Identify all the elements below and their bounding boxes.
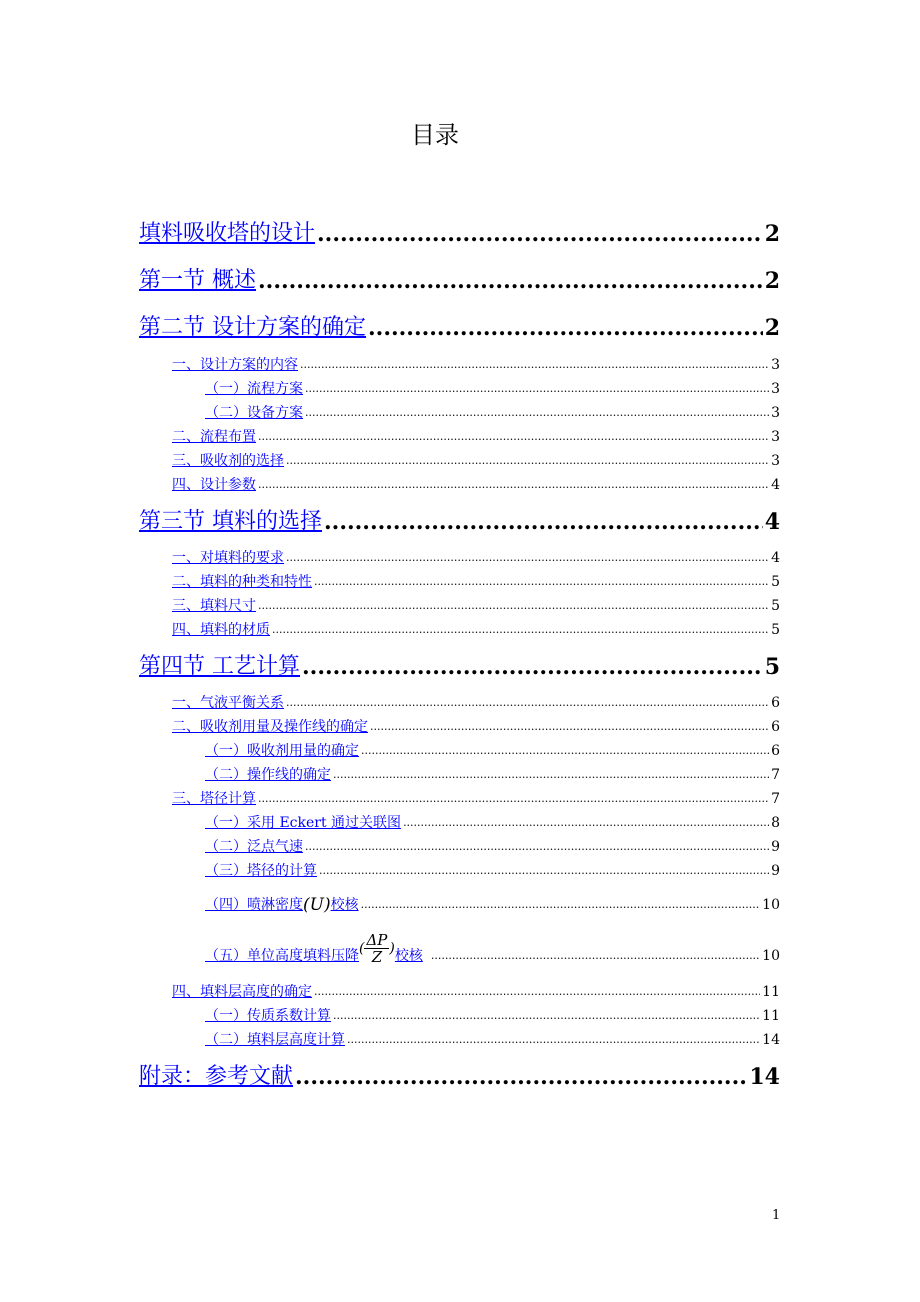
toc-link[interactable] — [205, 896, 303, 914]
toc-entry[interactable] — [172, 356, 780, 374]
toc-link[interactable]: 三、吸收剂的选择 — [172, 453, 284, 469]
toc-leader — [286, 694, 769, 712]
toc-page: 3 — [771, 453, 780, 469]
toc-entry[interactable] — [172, 597, 780, 615]
toc-page: 7 — [771, 767, 780, 783]
toc-entry[interactable] — [172, 476, 780, 494]
toc-leader — [333, 1007, 760, 1025]
toc-leader — [258, 476, 769, 494]
toc-entry[interactable] — [172, 694, 780, 712]
toc-entry[interactable] — [172, 428, 780, 446]
toc-leader — [317, 220, 763, 248]
toc-entry[interactable] — [172, 452, 780, 470]
toc-link[interactable]: 第三节 填料的选择 — [139, 509, 322, 534]
toc-entry-appendix[interactable] — [139, 1063, 780, 1091]
toc-entry[interactable] — [172, 790, 780, 808]
toc-leader — [361, 742, 769, 760]
toc-page: 7 — [771, 791, 780, 807]
toc-link[interactable]: 二、吸收剂用量及操作线的确定 — [172, 719, 368, 735]
toc-entry-section-2[interactable] — [139, 314, 780, 342]
toc-leader — [431, 947, 760, 965]
math-formula: (U) — [303, 895, 331, 915]
toc-page: 14 — [749, 1064, 780, 1090]
math-paren-close: ) — [389, 940, 395, 957]
toc-entry-section-1[interactable] — [139, 267, 780, 295]
toc-page: 8 — [771, 815, 780, 831]
toc-page: 9 — [771, 839, 780, 855]
toc-leader — [258, 267, 763, 295]
toc-link[interactable]: 四、填料层高度的确定 — [172, 984, 312, 1000]
toc-page: 2 — [764, 268, 780, 294]
toc-link[interactable]: 一、设计方案的内容 — [172, 357, 298, 373]
toc-link[interactable]: （一）吸收剂用量的确定 — [205, 743, 359, 759]
toc-link[interactable]: 二、填料的种类和特性 — [172, 574, 312, 590]
toc-link[interactable]: 一、气液平衡关系 — [172, 695, 284, 711]
toc-link[interactable]: 第二节 设计方案的确定 — [139, 315, 366, 340]
toc-page: 10 — [762, 897, 780, 913]
toc-link[interactable]: （一）采用 Eckert 通过关联图 — [205, 815, 402, 831]
toc-entry-section-4[interactable] — [139, 653, 780, 681]
toc-entry[interactable] — [172, 549, 780, 567]
toc-entry[interactable] — [205, 862, 780, 880]
toc-entry[interactable] — [205, 766, 780, 784]
toc-leader — [314, 983, 760, 1001]
toc-link[interactable]: 三、塔径计算 — [172, 791, 256, 807]
toc-page: 3 — [771, 405, 780, 421]
toc-link[interactable]: （二）操作线的确定 — [205, 767, 331, 783]
toc-page: 4 — [771, 477, 780, 493]
toc-link-text: （五）单位高度填料压降 — [205, 948, 359, 964]
toc-link-suffix[interactable]: 校核 — [394, 948, 423, 964]
toc-leader — [295, 1063, 747, 1091]
toc-entry[interactable] — [172, 573, 780, 591]
toc-leader — [302, 653, 763, 681]
toc-page: 4 — [771, 550, 780, 566]
toc-link[interactable]: （一）流程方案 — [205, 381, 303, 397]
math-numerator: ΔP — [366, 931, 388, 949]
toc-link[interactable]: （二）泛点气速 — [205, 839, 303, 855]
toc-entry[interactable] — [205, 896, 780, 914]
math-fraction — [364, 932, 389, 965]
toc-leader — [319, 862, 769, 880]
math-denominator: Z — [371, 948, 383, 966]
toc-page: 6 — [771, 719, 780, 735]
toc-page: 3 — [771, 429, 780, 445]
toc-page: 6 — [771, 695, 780, 711]
toc-page: 2 — [764, 221, 780, 247]
toc-leader — [368, 314, 763, 342]
math-formula — [359, 932, 395, 965]
toc-page: 11 — [762, 984, 780, 1000]
toc-leader — [347, 1031, 760, 1049]
toc-leader — [305, 380, 769, 398]
toc-link[interactable]: 四、填料的材质 — [172, 622, 270, 638]
toc-page: 5 — [771, 574, 780, 590]
toc-leader — [258, 428, 769, 446]
toc-entry[interactable] — [205, 404, 780, 422]
toc-link[interactable]: 四、设计参数 — [172, 477, 256, 493]
toc-link[interactable]: （二）设备方案 — [205, 405, 303, 421]
toc-page: 5 — [764, 654, 780, 680]
toc-leader — [370, 718, 769, 736]
toc-link[interactable] — [205, 947, 359, 965]
toc-leader — [324, 508, 763, 536]
toc-entry[interactable] — [172, 621, 780, 639]
toc-page: 2 — [764, 315, 780, 341]
toc-link[interactable]: 附录：参考文献 — [139, 1064, 294, 1089]
toc-page: 5 — [771, 622, 780, 638]
toc-link-suffix[interactable]: 校核 — [330, 897, 359, 913]
toc-page: 11 — [762, 1008, 780, 1024]
toc-link[interactable]: 三、填料尺寸 — [172, 598, 256, 614]
toc-page: 10 — [762, 948, 780, 964]
toc-leader — [258, 790, 769, 808]
toc-leader — [286, 452, 769, 470]
toc-leader — [403, 814, 769, 832]
toc-leader — [314, 573, 769, 591]
toc-entry[interactable] — [172, 983, 780, 1001]
toc-page: 5 — [771, 598, 780, 614]
page-number: 1 — [772, 1208, 781, 1223]
toc-entry[interactable] — [205, 932, 780, 965]
toc-link[interactable]: 第四节 工艺计算 — [139, 654, 300, 679]
toc-link[interactable]: 第一节 概述 — [139, 268, 256, 293]
toc-link-text: （四）喷淋密度 — [205, 897, 303, 913]
toc-page: 3 — [771, 357, 780, 373]
toc-entry[interactable] — [205, 814, 780, 832]
page-title: 目录 — [411, 121, 459, 149]
toc-page: 9 — [771, 863, 780, 879]
toc-page: 6 — [771, 743, 780, 759]
toc-entry[interactable] — [205, 1031, 780, 1049]
toc-link[interactable]: （三）塔径的计算 — [205, 863, 317, 879]
toc-leader — [305, 838, 769, 856]
toc-leader — [333, 766, 769, 784]
toc-entry[interactable] — [205, 838, 780, 856]
toc-entry-design[interactable] — [139, 220, 780, 248]
toc-leader — [305, 404, 769, 422]
toc-entry[interactable] — [205, 742, 780, 760]
toc-entry[interactable] — [172, 718, 780, 736]
toc-entry-section-3[interactable] — [139, 508, 780, 536]
toc-link[interactable]: （二）填料层高度计算 — [205, 1032, 345, 1048]
toc-leader — [361, 896, 761, 914]
toc-page: 3 — [771, 381, 780, 397]
toc-link[interactable]: （一）传质系数计算 — [205, 1008, 331, 1024]
toc-page: 14 — [762, 1032, 780, 1048]
toc-leader — [258, 597, 769, 615]
math-paren-open: ( — [359, 940, 365, 957]
toc-page: 4 — [764, 509, 780, 535]
toc-link[interactable]: 一、对填料的要求 — [172, 550, 284, 566]
toc-link[interactable]: 二、流程布置 — [172, 429, 256, 445]
toc-entry[interactable] — [205, 1007, 780, 1025]
toc-leader — [300, 356, 769, 374]
toc-entry[interactable] — [205, 380, 780, 398]
toc-leader — [272, 621, 769, 639]
toc-link[interactable]: 填料吸收塔的设计 — [139, 221, 316, 246]
toc-leader — [286, 549, 769, 567]
